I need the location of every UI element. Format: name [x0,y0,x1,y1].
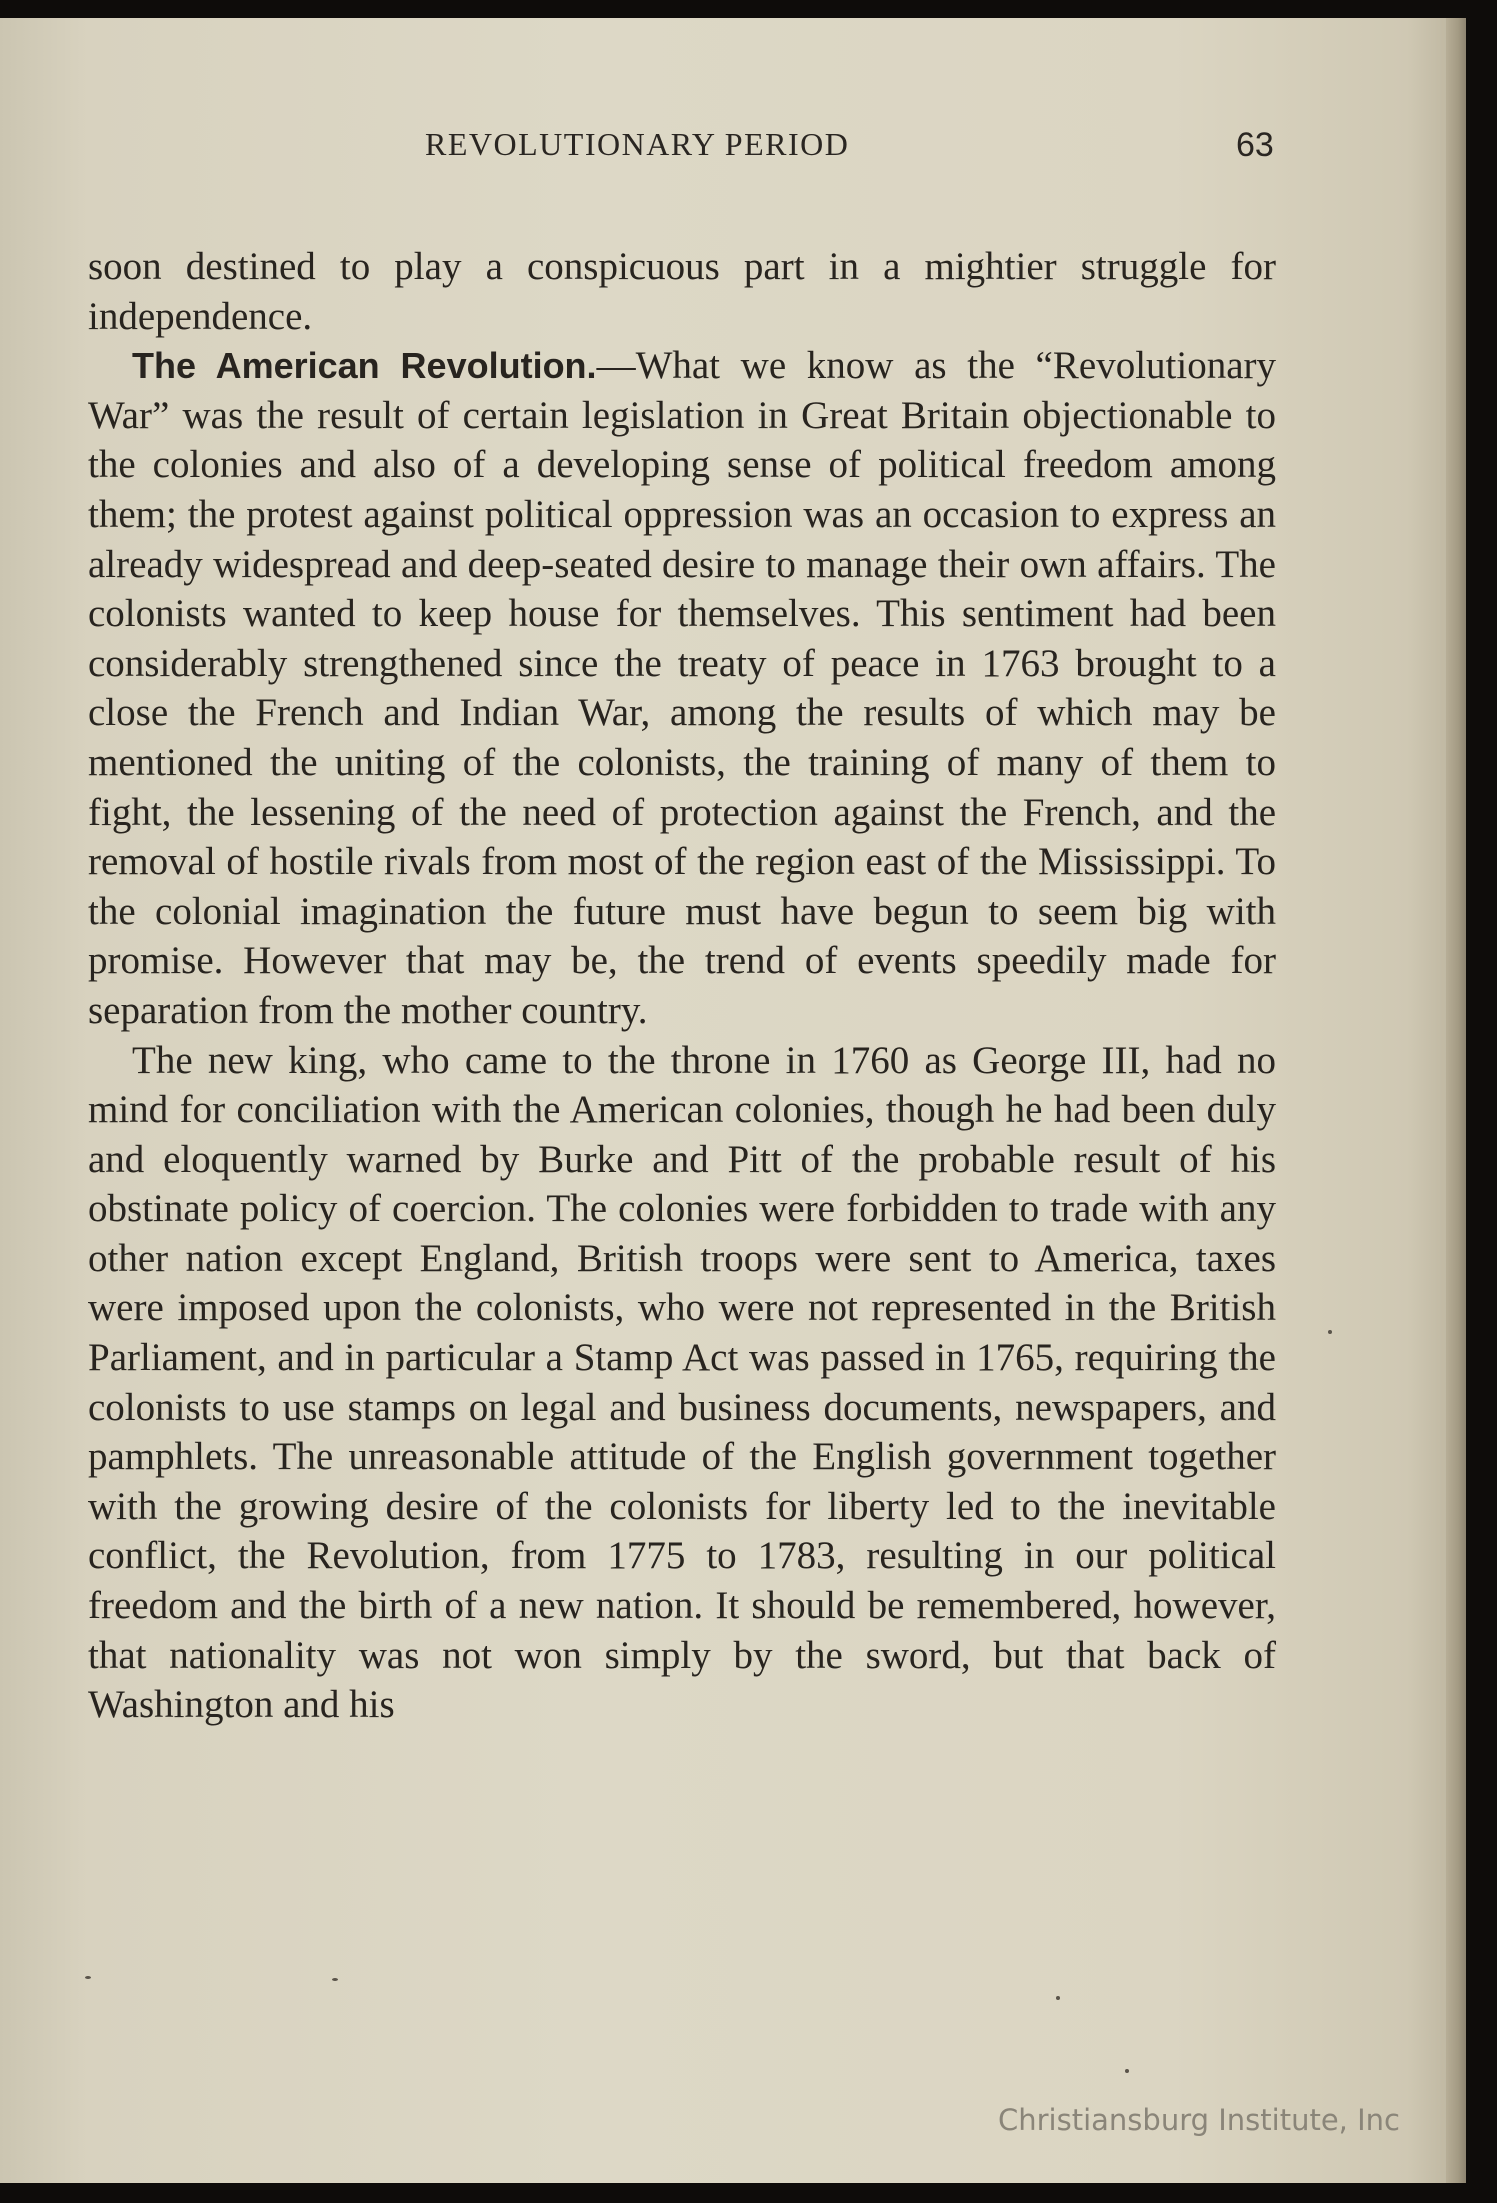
paragraph-3: The new king, who came to the throne in 1760 as George III, had no mind for conciliation with the American colonies, though he had been duly and eloquently warned by Burke and Pitt of the probable result of his obstinate policy of coercion. The colonies were forbidden to trade with any other nation except England, British troops were sent to America, taxes were imposed upon the colonists, who were not represented in the British Parliament, and in particular a Stamp Act was passed in 1765, requiring the colonists to use stamps on legal and business documents, newspapers, and pamphlets. The unreasonable attitude of the English government together with the growing desire of the colonists for liberty led to the inevitable conflict, the Revolution, from 1775 to 1783, resulting in our political freedom and the birth of a new nation. It should be remembered, however, that nationality was not won simply by the sword, but that back of Washington and his [88,1038,1276,1727]
paper-speck [1125,2069,1129,2073]
book-page [0,18,1466,2183]
paragraph-2-text: —What we know as the “Revolutionary War” was the result of certain legislation in Great Britain objectionable to the colonies and also of a developing sense of political freedom among them; the protest against political oppression was an occasion to express an already widespread and deep-seated desire to manage their own affairs. The colonists wanted to keep house for themselves. This sentiment had been considerably strengthened since the treaty of peace in 1763 brought to a close the French and Indian War, among the results of which may be mentioned the uniting of the colonists, the training of many of them to fight, the lessening of the need of protection against the French, and the removal of hostile rivals from most of the region east of the Mississippi. To the colonial imagination the future must have begun to seem big with promise. However that may be, the trend of events speedily made for separation from the mother country. [88,344,1276,1032]
page-number: 63 [1236,126,1274,164]
paper-speck [85,1976,91,1979]
watermark: Christiansburg Institute, Inc [998,2103,1400,2137]
page-edge-shadow [1446,18,1466,2183]
paragraph-2 [88,341,1276,1035]
body-text [88,242,1276,1730]
paper-speck [1056,1996,1060,2000]
page-header [0,126,1466,176]
running-title: REVOLUTIONARY PERIOD [425,126,850,162]
paragraph-1: soon destined to play a conspicuous part in a mightier struggle for independence. [88,245,1276,338]
paper-speck [1328,1330,1332,1334]
paper-speck [332,1978,338,1981]
section-heading: The American Revolution. [132,345,597,387]
